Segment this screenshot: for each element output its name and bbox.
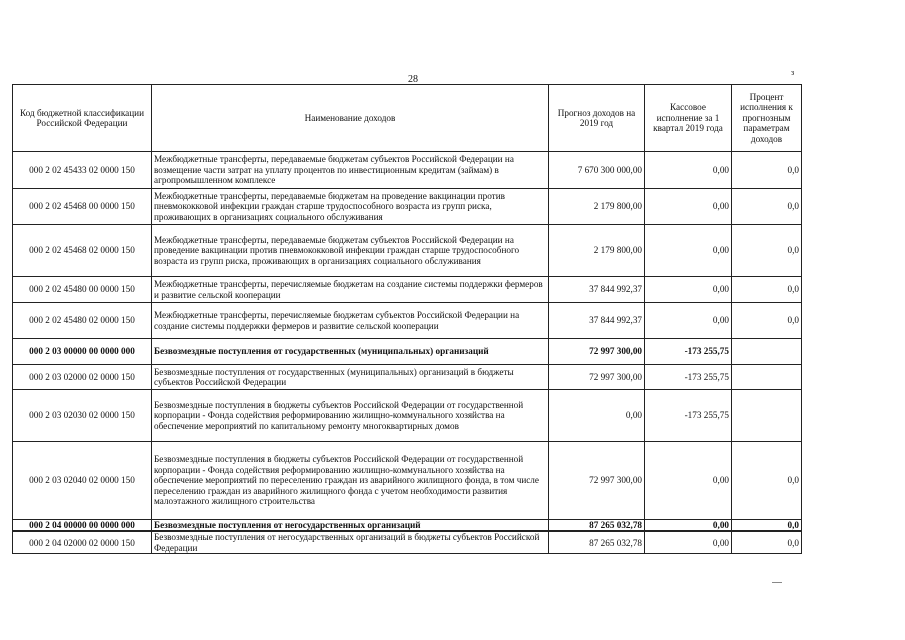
row-actual-cell: 0,00 xyxy=(645,303,732,339)
row-forecast-cell: 0,00 xyxy=(549,390,645,442)
row-code-cell: 000 2 03 02040 02 0000 150 xyxy=(13,442,152,520)
row-name-cell: Межбюджетные трансферты, передаваемые бюджетам субъектов Российской Федерации на возмещение части затрат на уплату процентов по инвестиционным кредитам (займам) в агропромышленном комплексе xyxy=(152,152,549,189)
row-actual-cell: -173 255,75 xyxy=(645,365,732,390)
header-forecast: Прогноз доходов на 2019 год xyxy=(549,85,645,152)
revenue-table xyxy=(12,84,802,554)
table-row xyxy=(13,390,802,442)
row-actual-cell: -173 255,75 xyxy=(645,339,732,365)
row-percent-cell xyxy=(732,339,802,365)
row-actual-cell: 0,00 xyxy=(645,531,732,553)
row-percent-cell: 0,0 xyxy=(732,152,802,189)
table-row xyxy=(13,520,802,532)
row-actual-cell: 0,00 xyxy=(645,189,732,225)
row-percent-cell xyxy=(732,365,802,390)
row-code-cell: 000 2 04 02000 02 0000 150 xyxy=(13,531,152,553)
row-forecast-cell: 2 179 800,00 xyxy=(549,189,645,225)
header-percent: Процент исполнения к прогнозным параметрам доходов xyxy=(732,85,802,152)
page-number: 28 xyxy=(408,74,418,85)
table-header-row xyxy=(13,85,802,152)
row-percent-cell xyxy=(732,390,802,442)
row-name-cell: Безвозмездные поступления от негосударственных организаций xyxy=(152,520,549,532)
row-name-cell: Безвозмездные поступления в бюджеты субъектов Российской Федерации от государственной корпорации - Фонда содействия реформированию жилищно-коммунального хозяйства на обеспечение мероприятий по капитальному ремонту многоквартирных домов xyxy=(152,390,549,442)
row-name-cell: Межбюджетные трансферты, перечисляемые бюджетам субъектов Российской Федерации на создание системы поддержки фермеров и развитие сельской кооперации xyxy=(152,303,549,339)
table-row xyxy=(13,277,802,303)
row-code-cell: 000 2 03 00000 00 0000 000 xyxy=(13,339,152,365)
row-forecast-cell: 72 997 300,00 xyxy=(549,365,645,390)
row-percent-cell: 0,0 xyxy=(732,520,802,532)
row-actual-cell: 0,00 xyxy=(645,225,732,277)
row-actual-cell: 0,00 xyxy=(645,442,732,520)
row-actual-cell: 0,00 xyxy=(645,520,732,532)
row-name-cell: Безвозмездные поступления от государственных (муниципальных) организаций в бюджеты субъектов Российской Федерации xyxy=(152,365,549,390)
row-percent-cell: 0,0 xyxy=(732,531,802,553)
header-code: Код бюджетной классификации Российской Федерации xyxy=(13,85,152,152)
table-row xyxy=(13,442,802,520)
row-code-cell: 000 2 02 45433 02 0000 150 xyxy=(13,152,152,189)
table-row xyxy=(13,189,802,225)
row-code-cell: 000 2 03 02030 02 0000 150 xyxy=(13,390,152,442)
row-forecast-cell: 7 670 300 000,00 xyxy=(549,152,645,189)
table-row xyxy=(13,225,802,277)
row-name-cell: Межбюджетные трансферты, перечисляемые бюджетам на создание системы поддержки фермеров и развитие сельской кооперации xyxy=(152,277,549,303)
table-row xyxy=(13,531,802,553)
row-percent-cell: 0,0 xyxy=(732,442,802,520)
row-code-cell: 000 2 02 45480 00 0000 150 xyxy=(13,277,152,303)
scan-mark xyxy=(772,582,782,583)
row-forecast-cell: 87 265 032,78 xyxy=(549,520,645,532)
row-actual-cell: -173 255,75 xyxy=(645,390,732,442)
row-forecast-cell: 72 997 300,00 xyxy=(549,339,645,365)
row-actual-cell: 0,00 xyxy=(645,152,732,189)
row-name-cell: Межбюджетные трансферты, передаваемые бюджетам на проведение вакцинации против пневмококковой инфекции граждан старше трудоспособного возраста из групп риска, проживающих в организациях социального обслуживания xyxy=(152,189,549,225)
table-body xyxy=(13,152,802,554)
header-name: Наименование доходов xyxy=(152,85,549,152)
row-forecast-cell: 2 179 800,00 xyxy=(549,225,645,277)
row-code-cell: 000 2 03 02000 02 0000 150 xyxy=(13,365,152,390)
row-name-cell: Безвозмездные поступления в бюджеты субъектов Российской Федерации от государственной корпорации - Фонда содействия реформированию жилищно-коммунального хозяйства на обеспечение мероприятий по переселению граждан из аварийного жилищного фонда, в том числе переселению граждан из аварийного жилищного фонда с учетом необходимости развития малоэтажного жилищного строительства xyxy=(152,442,549,520)
row-code-cell: 000 2 02 45468 00 0000 150 xyxy=(13,189,152,225)
row-percent-cell: 0,0 xyxy=(732,277,802,303)
row-forecast-cell: 37 844 992,37 xyxy=(549,277,645,303)
row-name-cell: Безвозмездные поступления от негосударственных организаций в бюджеты субъектов Российской Федерации xyxy=(152,531,549,553)
table-row xyxy=(13,152,802,189)
table-row xyxy=(13,339,802,365)
row-percent-cell: 0,0 xyxy=(732,189,802,225)
row-percent-cell: 0,0 xyxy=(732,303,802,339)
row-name-cell: Безвозмездные поступления от государственных (муниципальных) организаций xyxy=(152,339,549,365)
row-percent-cell: 0,0 xyxy=(732,225,802,277)
corner-mark: з xyxy=(791,68,795,77)
row-forecast-cell: 37 844 992,37 xyxy=(549,303,645,339)
row-code-cell: 000 2 04 00000 00 0000 000 xyxy=(13,520,152,532)
row-name-cell: Межбюджетные трансферты, передаваемые бюджетам субъектов Российской Федерации на проведение вакцинации против пневмококковой инфекции граждан старше трудоспособного возраста из групп риска, проживающих в организациях социального обслуживания xyxy=(152,225,549,277)
row-code-cell: 000 2 02 45480 02 0000 150 xyxy=(13,303,152,339)
table-row xyxy=(13,365,802,390)
row-actual-cell: 0,00 xyxy=(645,277,732,303)
header-actual: Кассовое исполнение за 1 квартал 2019 года xyxy=(645,85,732,152)
row-forecast-cell: 72 997 300,00 xyxy=(549,442,645,520)
row-forecast-cell: 87 265 032,78 xyxy=(549,531,645,553)
table-row xyxy=(13,303,802,339)
row-code-cell: 000 2 02 45468 02 0000 150 xyxy=(13,225,152,277)
